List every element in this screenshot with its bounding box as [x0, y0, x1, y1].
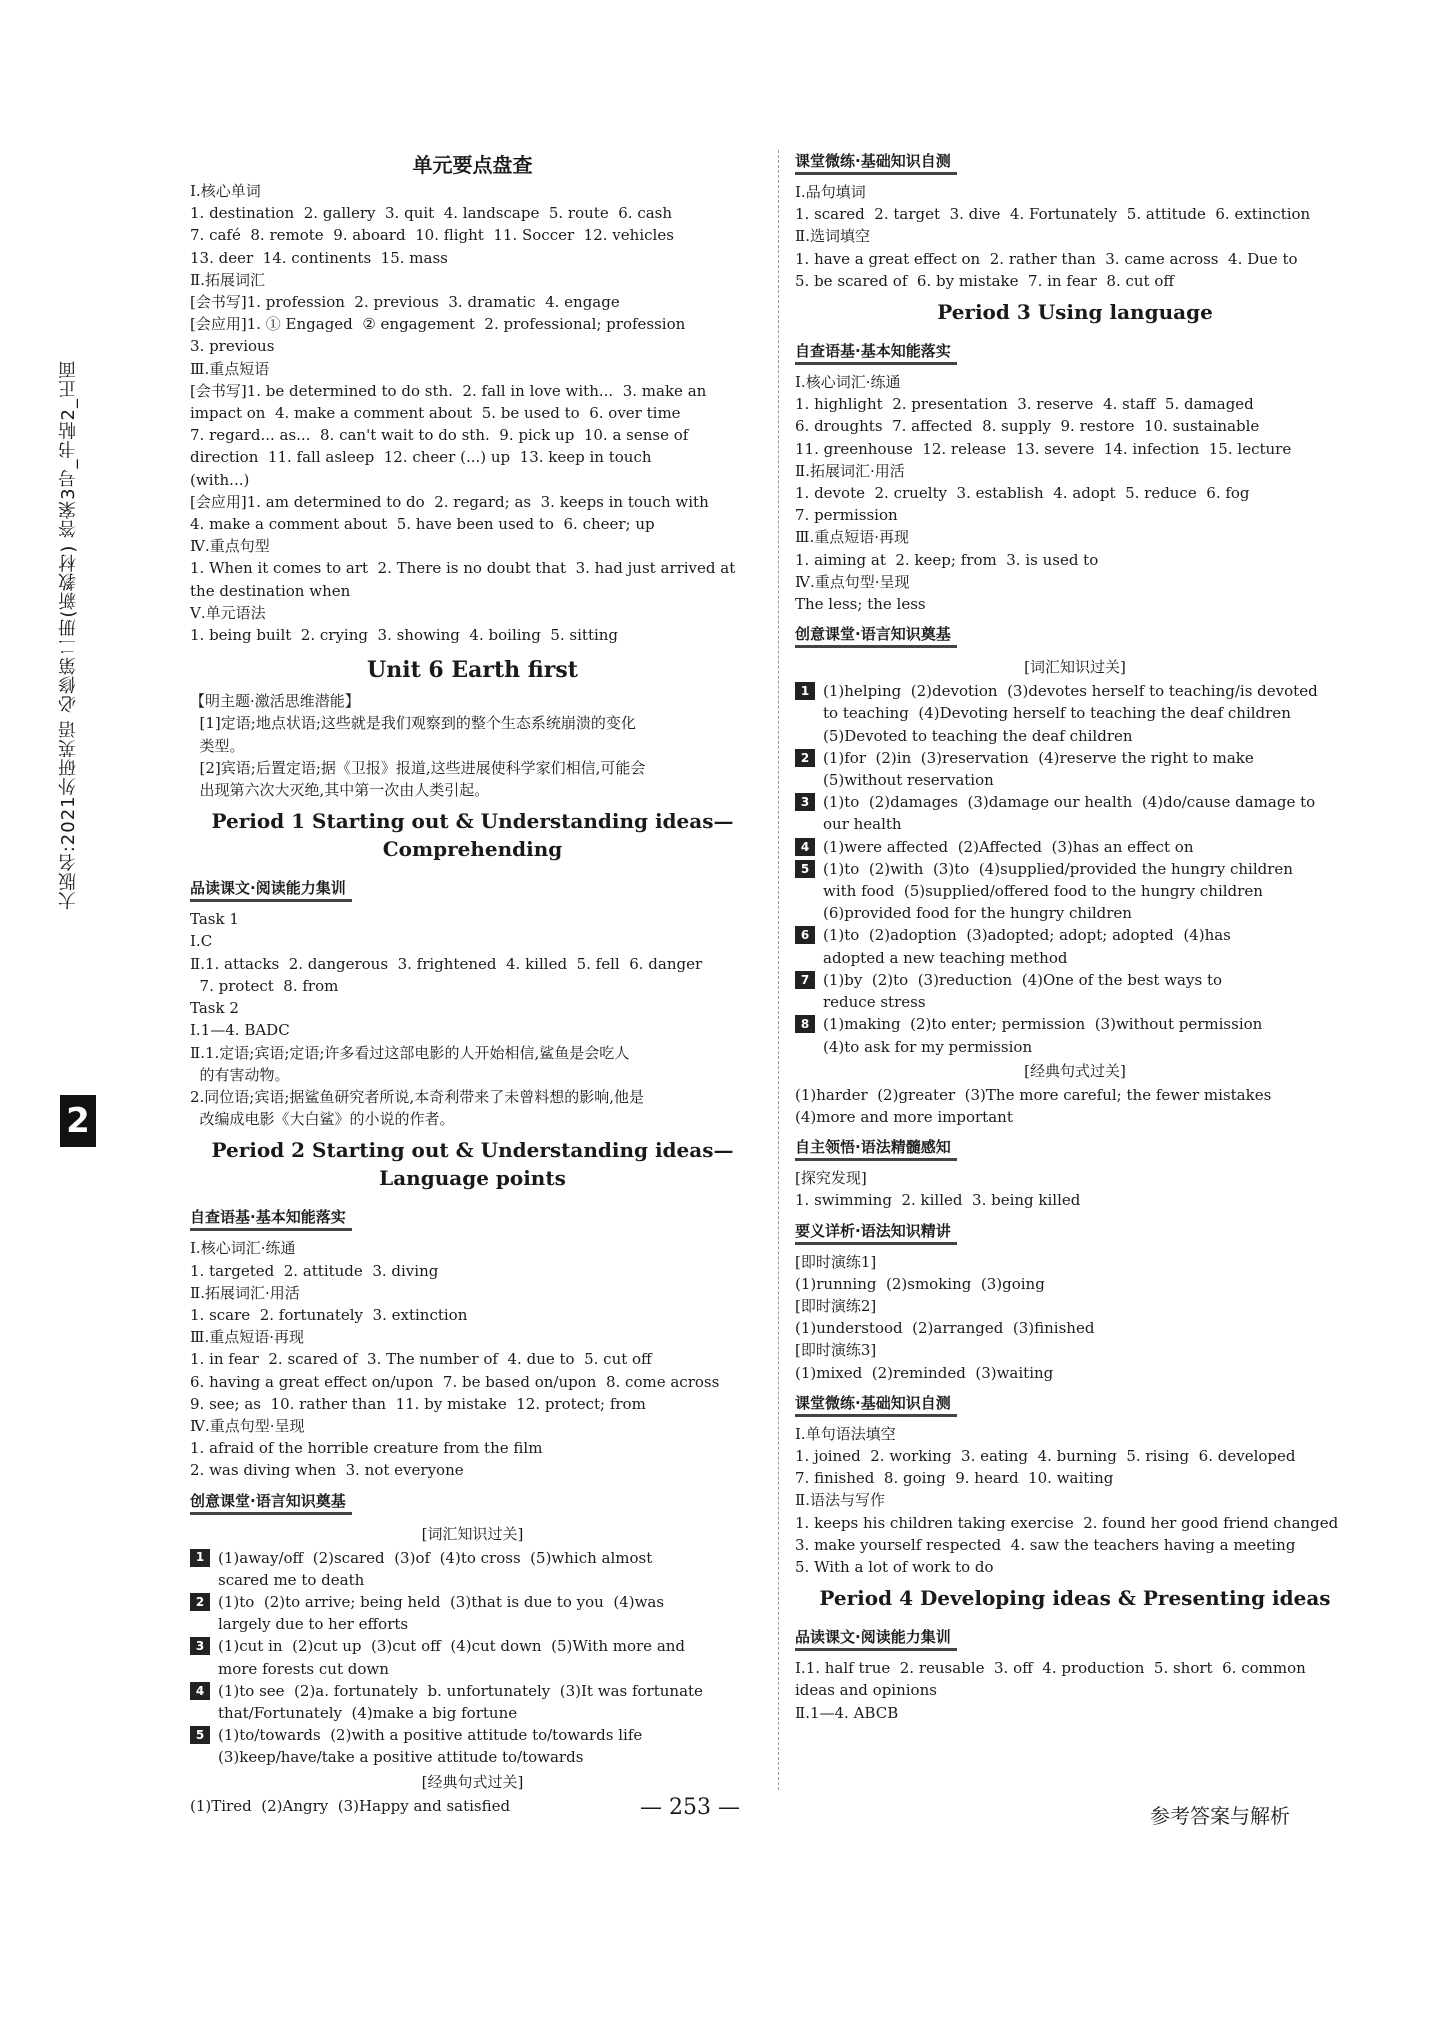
- answer-line: 【明主题·激活思维潜能】: [190, 692, 360, 711]
- answer-line: Ⅰ.1. half true 2. reusable 3. off 4. production 5. short 6. common: [795, 1659, 1306, 1678]
- answer-line: 6. droughts 7. affected 8. supply 9. restore 10. sustainable: [795, 417, 1260, 436]
- subsection-heading: 自查语基·基本知能落实: [795, 340, 957, 365]
- item-text: (1)by (2)to (3)reduction (4)One of the best ways to reduce stress: [823, 970, 1223, 1012]
- item-number-badge: 2: [190, 1593, 210, 1611]
- answer-line: Ⅰ.核心词汇·练通: [795, 373, 901, 392]
- numbered-item: [795, 969, 1355, 1013]
- answer-line: 2. was diving when 3. not everyone: [190, 1461, 464, 1480]
- answer-line: 1. being built 2. crying 3. showing 4. boiling 5. sitting: [190, 626, 619, 645]
- sentence-check-heading: [经典句式过关]: [421, 1772, 524, 1791]
- answer-line: 1. in fear 2. scared of 3. The number of 4. due to 5. cut off: [190, 1350, 652, 1369]
- left-column: [190, 150, 755, 1817]
- period-3-answers: [795, 371, 1355, 615]
- item-number-badge: 7: [795, 971, 815, 989]
- period-1-answers: [190, 908, 755, 1130]
- answer-line: Ⅰ.核心单词: [190, 182, 261, 200]
- answer-line: 11. greenhouse 12. release 13. severe 14. infection 15. lecture: [795, 439, 1292, 458]
- answer-line: Ⅲ.重点短语·再现: [190, 1328, 305, 1347]
- sentence-answers: [795, 1084, 1355, 1128]
- numbered-item: [190, 1591, 755, 1635]
- subsection-heading: 课堂微练·基础知识自测: [795, 150, 957, 175]
- answer-line: 6. having a great effect on/upon 7. be based on/upon 8. come across: [190, 1372, 720, 1391]
- answer-line: 1. swimming 2. killed 3. being killed: [795, 1191, 1081, 1210]
- numbered-item: [190, 1724, 755, 1768]
- answer-line: (1)understood (2)arranged (3)finished: [795, 1319, 1095, 1338]
- answer-line: Ⅱ.1. attacks 2. dangerous 3. frightened 4. killed 5. fell 6. danger: [190, 954, 703, 973]
- item-number-badge: 5: [190, 1726, 210, 1744]
- subsection-heading: 品读课文·阅读能力集训: [190, 877, 352, 902]
- subsection-heading: 品读课文·阅读能力集训: [795, 1626, 957, 1651]
- vocab-check-heading: [词汇知识过关]: [1024, 658, 1126, 677]
- answer-line: 的有害动物。: [190, 1065, 290, 1084]
- answer-line: Ⅰ.C: [190, 932, 213, 951]
- answer-line: Task 2: [190, 999, 239, 1018]
- item-text: (1)helping (2)devotion (3)devotes herself to teaching/is devoted to teaching (4)Devoting herself to teaching the deaf children (5)Devoted to teaching the deaf children: [823, 682, 1318, 745]
- answer-line: Ⅱ.选词填空: [795, 227, 870, 246]
- side-print-info: 大版名:2021外研英语 必修第二册(新教材) 答案3号_书帖2_正面: [58, 360, 79, 910]
- answer-line: 7. café 8. remote 9. aboard 10. flight 11. Soccer 12. vehicles: [190, 226, 674, 245]
- item-text: (1)to/towards (2)with a positive attitude to/towards life (3)keep/have/take a positive attitude to/towards: [218, 1726, 643, 1767]
- item-number-badge: 8: [795, 1015, 815, 1033]
- period-1-title: Period 1 Starting out & Understanding ideas— Comprehending: [211, 809, 734, 862]
- unit-review-block: [190, 180, 755, 646]
- answer-line: 类型。: [190, 736, 245, 755]
- item-number-badge: 6: [795, 926, 815, 944]
- answer-line: 改编成电影《大白鲨》的小说的作者。: [190, 1110, 455, 1129]
- answer-line: 13. deer 14. continents 15. mass: [190, 248, 448, 267]
- item-text: (1)cut in (2)cut up (3)cut off (4)cut down (5)With more and more forests cut down: [218, 1637, 686, 1678]
- grammar-practice: [795, 1251, 1355, 1384]
- item-text: (1)to (2)adoption (3)adopted; adopt; adopted (4)has adopted a new teaching method: [823, 926, 1231, 967]
- answer-line: 1. keeps his children taking exercise 2. found her good friend changed: [795, 1513, 1339, 1532]
- answer-line: 7. permission: [795, 506, 898, 525]
- item-number-badge: 3: [795, 793, 815, 811]
- answer-line: Ⅰ.1—4. BADC: [190, 1021, 290, 1040]
- answer-line: ideas and opinions: [795, 1681, 937, 1700]
- answer-line: Ⅰ.单句语法填空: [795, 1424, 896, 1443]
- answer-line: 1. highlight 2. presentation 3. reserve 4. staff 5. damaged: [795, 395, 1254, 414]
- answer-line: [会书写]1. profession 2. previous 3. dramatic 4. engage: [190, 293, 620, 312]
- section-title: 单元要点盘查: [412, 153, 533, 177]
- answer-line: direction 11. fall asleep 12. cheer (...) up 13. keep in touch: [190, 448, 652, 467]
- numbered-item: [190, 1680, 755, 1724]
- item-number-badge: 2: [795, 749, 815, 767]
- numbered-item: [795, 747, 1355, 791]
- answer-line: 1. destination 2. gallery 3. quit 4. landscape 5. route 6. cash: [190, 204, 673, 223]
- subsection-heading: 自主领悟·语法精髓感知: [795, 1136, 957, 1161]
- vocab-items: [190, 1547, 755, 1769]
- answer-line: the destination when: [190, 581, 351, 600]
- answer-line: Ⅳ.重点句型·呈现: [190, 1416, 305, 1435]
- answer-line: 1. scare 2. fortunately 3. extinction: [190, 1305, 468, 1324]
- item-text: (1)for (2)in (3)reservation (4)reserve the right to make (5)without reservation: [823, 748, 1254, 790]
- item-number-badge: 1: [190, 1549, 210, 1567]
- footer-label: 参考答案与解析: [1150, 1804, 1290, 1828]
- numbered-item: [190, 1547, 755, 1591]
- answer-line: 7. regard... as... 8. can't wait to do sth. 9. pick up 10. a sense of: [190, 426, 689, 445]
- answer-line: (1)running (2)smoking (3)going: [795, 1274, 1045, 1293]
- item-number-badge: 4: [190, 1682, 210, 1700]
- subsection-heading: 要义详析·语法知识精讲: [795, 1220, 957, 1245]
- numbered-item: [795, 1013, 1355, 1057]
- item-text: (1)to (2)to arrive; being held (3)that is due to you (4)was largely due to her efforts: [218, 1592, 665, 1634]
- period-2-title: Period 2 Starting out & Understanding ideas— Language points: [211, 1138, 734, 1191]
- answer-line: 1. aiming at 2. keep; from 3. is used to: [795, 550, 1099, 569]
- answer-line: (with...): [190, 470, 250, 489]
- answer-line: 5. With a lot of work to do: [795, 1557, 994, 1576]
- subsection-heading: 创意课堂·语言知识奠基: [190, 1490, 352, 1515]
- answer-line: 9. see; as 10. rather than 11. by mistake 12. protect; from: [190, 1394, 646, 1413]
- item-text: (1)were affected (2)Affected (3)has an effect on: [823, 837, 1194, 856]
- answer-line: Ⅱ.拓展词汇·用活: [190, 1283, 300, 1302]
- answer-line: 1. scared 2. target 3. dive 4. Fortunately 5. attitude 6. extinction: [795, 205, 1311, 224]
- answer-line: Ⅲ.重点短语·再现: [795, 528, 910, 547]
- item-number-badge: 5: [795, 860, 815, 878]
- answer-line: [2]宾语;后置定语;据《卫报》报道,这些进展使科学家们相信,可能会: [190, 758, 646, 777]
- sentence-answers: (1)Tired (2)Angry (3)Happy and satisfied: [190, 1796, 511, 1815]
- answer-line: Task 1: [190, 910, 239, 929]
- answer-line: Ⅱ.1—4. ABCB: [795, 1703, 899, 1722]
- item-text: (1)away/off (2)scared (3)of (4)to cross (5)which almost scared me to death: [218, 1548, 653, 1589]
- grammar-discovery: [795, 1167, 1355, 1211]
- answer-line: (4)more and more important: [795, 1107, 1013, 1126]
- sentence-check-heading: [经典句式过关]: [1024, 1061, 1126, 1080]
- item-text: (1)to (2)with (3)to (4)supplied/provided the hungry children with food (5)supplied/offered food to the hungry children (6)provided food for the hungry children: [823, 859, 1293, 923]
- answer-line: 1. devote 2. cruelty 3. establish 4. adopt 5. reduce 6. fog: [795, 484, 1250, 503]
- page-number: — 253 —: [640, 1795, 740, 1820]
- answer-line: Ⅴ.单元语法: [190, 603, 266, 622]
- unit-title: Unit 6 Earth first: [367, 657, 578, 684]
- answer-line: 7. protect 8. from: [190, 976, 339, 995]
- item-number-badge: 3: [190, 1637, 210, 1655]
- side-strip: [56, 360, 96, 1560]
- answer-line: [会应用]1. am determined to do 2. regard; as 3. keeps in touch with: [190, 492, 709, 511]
- answer-line: 5. be scared of 6. by mistake 7. in fear 8. cut off: [795, 271, 1175, 290]
- answer-line: 1. have a great effect on 2. rather than 3. came across 4. Due to: [795, 249, 1298, 268]
- answer-line: impact on 4. make a comment about 5. be used to 6. over time: [190, 404, 681, 423]
- answer-line: [即时演练3]: [795, 1341, 877, 1360]
- answer-line: 1. afraid of the horrible creature from the film: [190, 1439, 543, 1458]
- answer-line: [会书写]1. be determined to do sth. 2. fall in love with... 3. make an: [190, 381, 707, 400]
- answer-line: 3. previous: [190, 337, 275, 356]
- answer-line: 2.同位语;宾语;据鲨鱼研究者所说,本奇利带来了未曾料想的影响,他是: [190, 1087, 644, 1106]
- subsection-heading: 课堂微练·基础知识自测: [795, 1392, 957, 1417]
- period-2-answers: [190, 1237, 755, 1481]
- answer-line: (1)harder (2)greater (3)The more careful; the fewer mistakes: [795, 1085, 1272, 1104]
- item-number-badge: 4: [795, 838, 815, 856]
- right-column: [795, 150, 1355, 1724]
- numbered-item: [795, 924, 1355, 968]
- answer-line: Ⅰ.核心词汇·练通: [190, 1239, 296, 1258]
- answer-line: [1]定语;地点状语;这些就是我们观察到的整个生态系统崩溃的变化: [190, 714, 636, 733]
- practice-answers: [795, 181, 1355, 292]
- vocab-items: [795, 680, 1355, 1057]
- answer-line: 1. targeted 2. attitude 3. diving: [190, 1261, 439, 1280]
- numbered-item: [795, 836, 1355, 858]
- answer-line: The less; the less: [795, 595, 926, 614]
- answer-line: 1. When it comes to art 2. There is no doubt that 3. had just arrived at: [190, 559, 736, 578]
- answer-line: [会应用]1. ① Engaged ② engagement 2. professional; profession: [190, 315, 686, 334]
- numbered-item: [190, 1635, 755, 1679]
- answer-line: [即时演练2]: [795, 1296, 877, 1315]
- answer-line: [即时演练1]: [795, 1252, 877, 1271]
- answer-line: Ⅱ.语法与写作: [795, 1491, 885, 1510]
- answer-line: Ⅰ.品句填词: [795, 183, 866, 201]
- answer-line: Ⅱ.1.定语;宾语;定语;许多看过这部电影的人开始相信,鲨鱼是会吃人: [190, 1043, 630, 1062]
- period-4-answers: [795, 1657, 1355, 1724]
- item-text: (1)to (2)damages (3)damage our health (4)do/cause damage to our health: [823, 793, 1316, 834]
- item-number-badge: 1: [795, 682, 815, 700]
- numbered-item: [795, 680, 1355, 747]
- period-4-title: Period 4 Developing ideas & Presenting ideas: [819, 1586, 1331, 1611]
- answer-line: 1. joined 2. working 3. eating 4. burning 5. rising 6. developed: [795, 1446, 1296, 1465]
- answer-line: Ⅳ.重点句型·呈现: [795, 572, 910, 591]
- answer-line: 4. make a comment about 5. have been used to 6. cheer; up: [190, 515, 655, 534]
- vocab-check-heading: [词汇知识过关]: [421, 1524, 524, 1543]
- answer-line: 7. finished 8. going 9. heard 10. waiting: [795, 1469, 1114, 1488]
- answer-line: (1)mixed (2)reminded (3)waiting: [795, 1363, 1054, 1382]
- answer-line: Ⅱ.拓展词汇: [190, 270, 265, 289]
- answer-line: Ⅲ.重点短语: [190, 359, 270, 378]
- numbered-item: [795, 858, 1355, 925]
- item-text: (1)making (2)to enter; permission (3)without permission (4)to ask for my permission: [823, 1015, 1263, 1056]
- subsection-heading: 自查语基·基本知能落实: [190, 1206, 352, 1231]
- period-3-title: Period 3 Using language: [937, 300, 1213, 325]
- grammar-test-answers: [795, 1423, 1355, 1578]
- answer-line: Ⅱ.拓展词汇·用活: [795, 461, 905, 480]
- answer-line: 3. make yourself respected 4. saw the teachers having a meeting: [795, 1535, 1296, 1554]
- answer-line: [探究发现]: [795, 1169, 867, 1188]
- answer-line: 出现第六次大灭绝,其中第一次由人类引起。: [190, 781, 490, 800]
- item-text: (1)to see (2)a. fortunately b. unfortunately (3)It was fortunate that/Fortunately (4)make a big fortune: [218, 1681, 703, 1722]
- page-badge: 2: [60, 1095, 96, 1147]
- numbered-item: [795, 791, 1355, 835]
- theme-block: [190, 690, 755, 801]
- column-divider: [778, 150, 779, 1790]
- answer-line: Ⅳ.重点句型: [190, 537, 270, 556]
- subsection-heading: 创意课堂·语言知识奠基: [795, 623, 957, 648]
